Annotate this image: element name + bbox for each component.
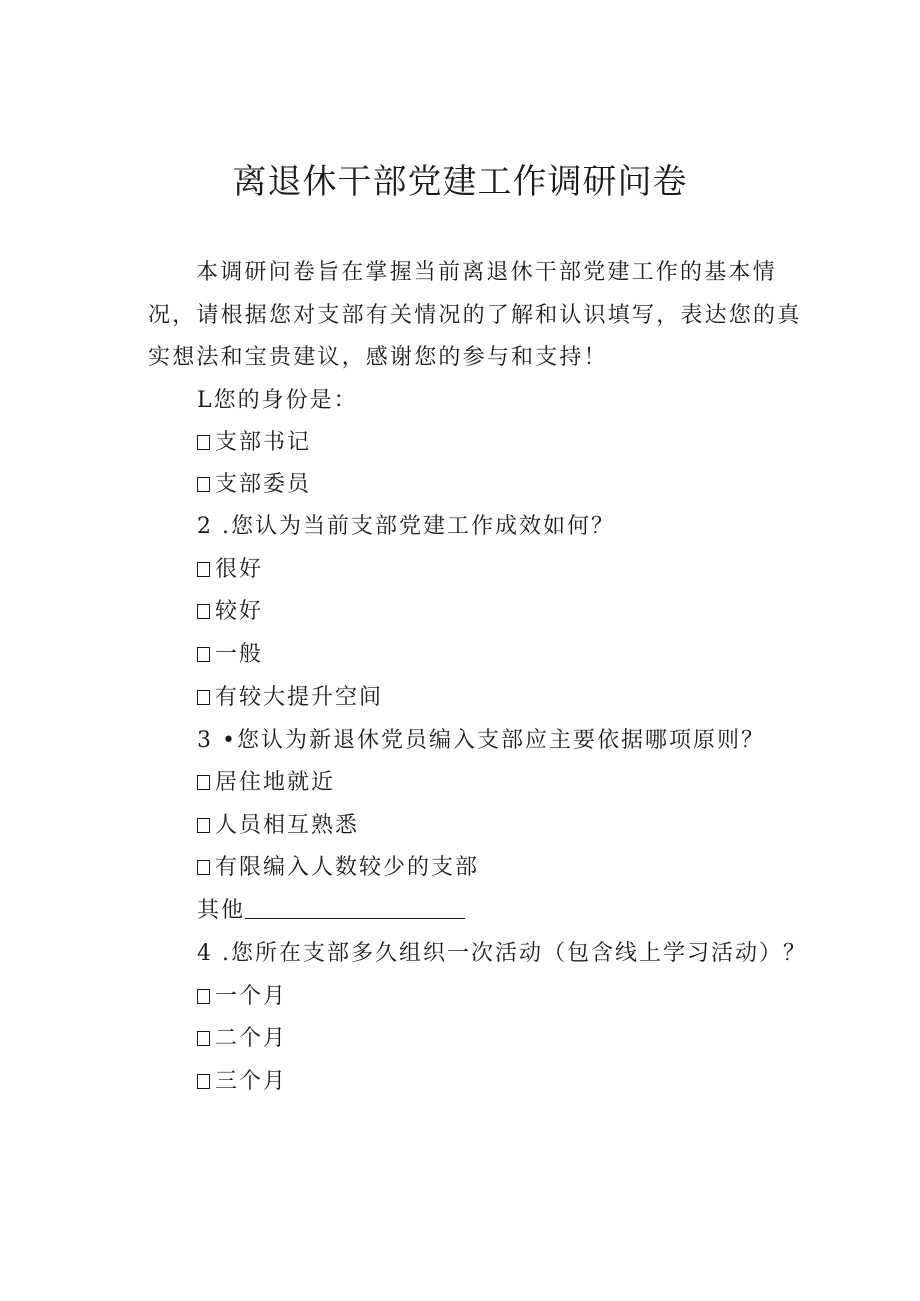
checkbox-icon[interactable] bbox=[197, 690, 210, 705]
q3-option-3-label: 有限编入人数较少的支部 bbox=[215, 855, 480, 880]
document-title: 离退休干部党建工作调研问卷 bbox=[232, 162, 688, 202]
q3-option-2-label: 人员相互熟悉 bbox=[215, 813, 360, 838]
question-3: 3 •您认为新退休党员编入支部应主要依据哪项原则？ bbox=[197, 728, 765, 753]
q3-other-blank-field[interactable] bbox=[245, 896, 465, 919]
checkbox-icon[interactable] bbox=[197, 562, 210, 577]
checkbox-icon[interactable] bbox=[197, 435, 210, 450]
q4-option-1[interactable] bbox=[197, 982, 287, 1012]
q3-option-1[interactable] bbox=[197, 768, 335, 798]
checkbox-icon[interactable] bbox=[197, 1031, 210, 1046]
q3-option-1-label: 居住地就近 bbox=[215, 770, 336, 795]
q3-option-2[interactable] bbox=[197, 811, 359, 841]
checkbox-icon[interactable] bbox=[197, 604, 210, 619]
q4-option-2[interactable] bbox=[197, 1024, 287, 1054]
q3-other-label: 其他 bbox=[197, 898, 246, 923]
q1-option-1[interactable] bbox=[197, 428, 311, 458]
checkbox-icon[interactable] bbox=[197, 989, 210, 1004]
intro-paragraph: 本调研问卷旨在掌握当前离退休干部党建工作的基本情况，请根据您对支部有关情况的了解和认识填写，表达您的真实想法和宝贵建议，感谢您的参与和支持！ bbox=[148, 260, 802, 370]
checkbox-icon[interactable] bbox=[197, 860, 210, 875]
q2-option-3-label: 一般 bbox=[215, 642, 264, 667]
q4-option-1-label: 一个月 bbox=[215, 984, 288, 1009]
q3-option-3[interactable] bbox=[197, 853, 479, 883]
q2-option-1-label: 很好 bbox=[215, 557, 264, 582]
checkbox-icon[interactable] bbox=[197, 477, 210, 492]
q3-other bbox=[197, 896, 465, 926]
checkbox-icon[interactable] bbox=[197, 1074, 210, 1089]
checkbox-icon[interactable] bbox=[197, 818, 210, 833]
checkbox-icon[interactable] bbox=[197, 775, 210, 790]
q1-option-2-label: 支部委员 bbox=[215, 472, 312, 497]
q4-option-3[interactable] bbox=[197, 1067, 287, 1097]
q2-option-4[interactable] bbox=[197, 683, 383, 713]
question-1: L您的身份是： bbox=[197, 388, 358, 413]
question-4: 4 .您所在支部多久组织一次活动（包含线上学习活动）？ bbox=[197, 941, 807, 966]
q4-option-2-label: 二个月 bbox=[215, 1026, 288, 1051]
q1-option-1-label: 支部书记 bbox=[215, 430, 312, 455]
q2-option-4-label: 有较大提升空间 bbox=[215, 685, 384, 710]
q1-option-2[interactable] bbox=[197, 470, 311, 500]
checkbox-icon[interactable] bbox=[197, 647, 210, 662]
q2-option-1[interactable] bbox=[197, 555, 263, 585]
q2-option-3[interactable] bbox=[197, 640, 263, 670]
q2-option-2[interactable] bbox=[197, 597, 263, 627]
question-2: 2 .您认为当前支部党建工作成效如何？ bbox=[197, 514, 615, 539]
q4-option-3-label: 三个月 bbox=[215, 1069, 288, 1094]
q2-option-2-label: 较好 bbox=[215, 599, 264, 624]
